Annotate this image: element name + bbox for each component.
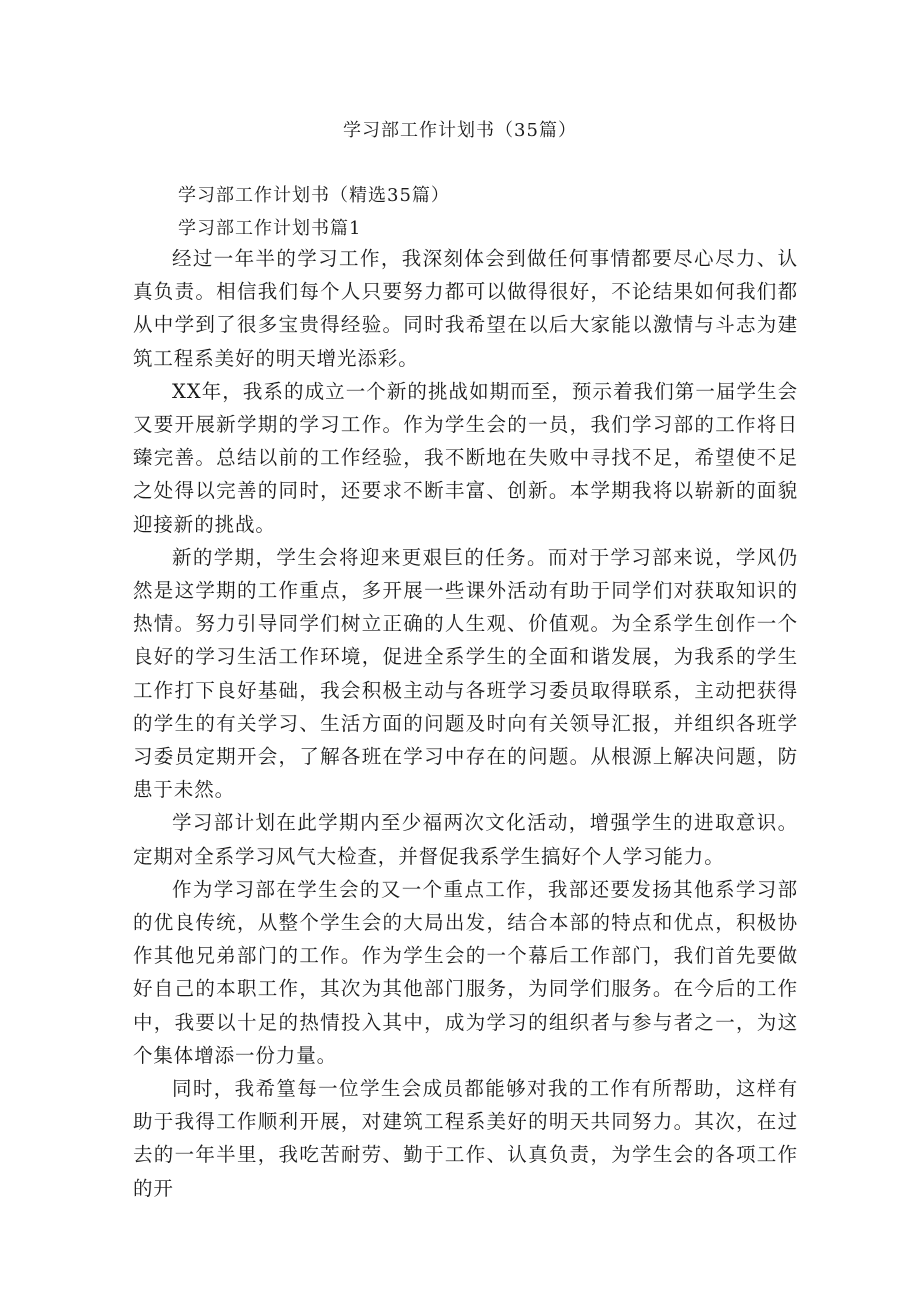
document-subtitle: 学习部工作计划书（精选35篇） — [178, 185, 450, 206]
document-title: 学习部工作计划书（35篇） — [343, 120, 577, 141]
paragraph: XX年，我系的成立一个新的挑战如期而至，预示着我们第一届学生会又要开展新学期的学习工作。作为学生会的一员，我们学习部的工作将日臻完善。总结以前的工作经验，我不断地在失败中寻找不足，希望使不足之处得以完善的同时，还要求不断丰富、创新。本学期我将以崭新的面貌迎接新的挑战。 — [133, 379, 798, 536]
document-body — [133, 242, 798, 1205]
paragraph: 作为学习部在学生会的又一个重点工作，我部还要发扬其他系学习部的优良传统，从整个学生会的大局出发，结合本部的特点和优点，积极协作其他兄弟部门的工作。作为学生会的一个幕后工作部门，我们首先要做好自己的本职工作，其次为其他部门服务，为同学们服务。在今后的工作中，我要以十足的热情投入其中，成为学习的组织者与参与者之一，为这个集体增添一份力量。 — [133, 877, 798, 1067]
section-heading: 学习部工作计划书篇1 — [178, 218, 362, 239]
paragraph: 同时，我希篁每一位学生会成员都能够对我的工作有所帮助，这样有助于我得工作顺利开展，对建筑工程系美好的明天共同努力。其次，在过去的一年半里，我吃苦耐劳、勤于工作、认真负责，为学生会的各项工作的开 — [133, 1077, 798, 1200]
paragraph: 经过一年半的学习工作，我深刻体会到做任何事情都要尽心尽力、认真负责。相信我们每个人只要努力都可以做得很好，不论结果如何我们都从中学到了很多宝贵得经验。同时我希望在以后大家能以激情与斗志为建筑工程系美好的明天增光添彩。 — [133, 247, 798, 370]
paragraph: 学习部计划在此学期内至少福两次文化活动，增强学生的进取意识。定期对全系学习风气大检查，并督促我系学生搞好个人学习能力。 — [133, 811, 798, 868]
paragraph: 新的学期，学生会将迎来更艰巨的任务。而对于学习部来说，学风仍然是这学期的工作重点，多开展一些课外活动有助于同学们对获取知识的热情。努力引导同学们树立正确的人生观、价值观。为全系学生创作一个良好的学习生活工作环境，促进全系学生的全面和谐发展，为我系的学生工作打下良好基础，我会积极主动与各班学习委员取得联系，主动把获得的学生的有关学习、生活方面的问题及时向有关领导汇报，并组织各班学习委员定期开会，了解各班在学习中存在的问题。从根源上解决问题，防患于未然。 — [133, 545, 798, 802]
